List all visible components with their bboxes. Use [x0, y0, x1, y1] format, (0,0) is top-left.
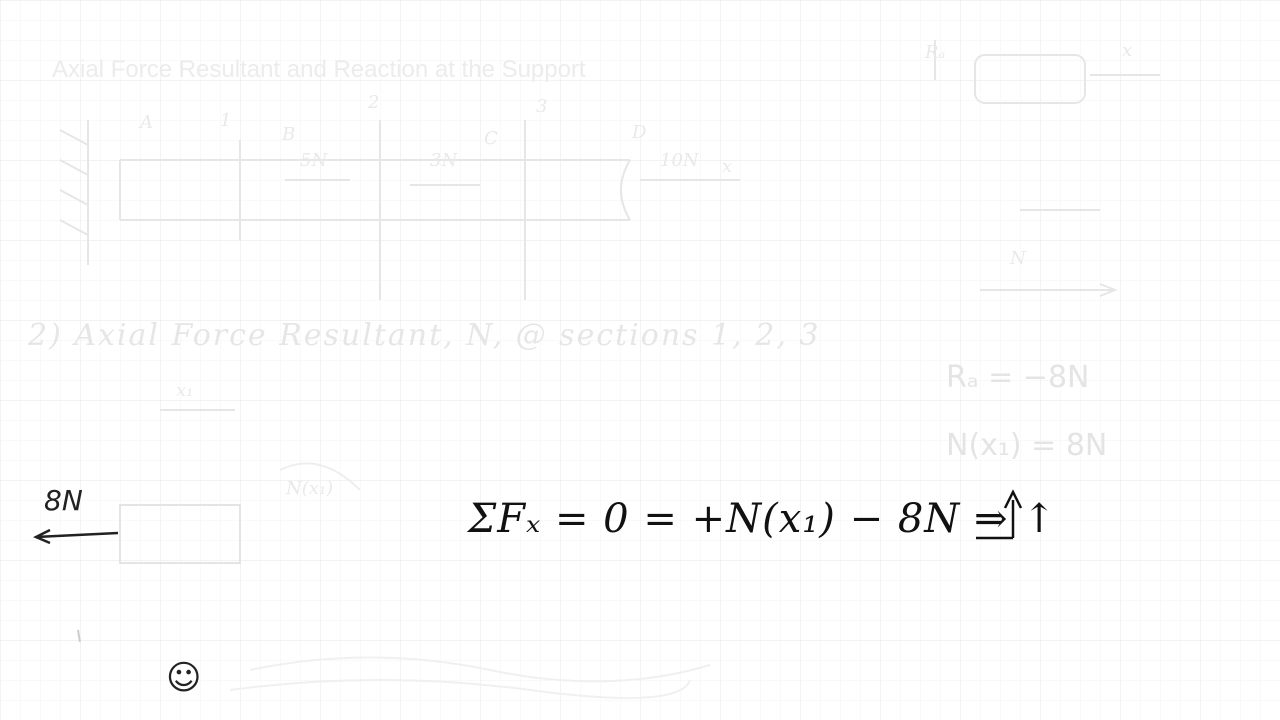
reaction-n-label: N [1010, 248, 1026, 269]
section-heading: 2) Axial Force Resultant, N, @ sections 1, 2, 3 [28, 318, 821, 353]
page-title: Axial Force Resultant and Reaction at the Support [52, 56, 586, 83]
reaction-x-label: x [1122, 40, 1133, 61]
result-internal-force: N(x₁) = 8N [946, 428, 1108, 463]
load-label-3: 10N [660, 150, 699, 171]
applied-force-label: 8N [44, 484, 83, 517]
section-label-3: 3 [536, 96, 548, 117]
point-label-a: A [140, 112, 153, 133]
point-label-d: D [632, 122, 647, 143]
smiley-icon: ☺ [166, 658, 202, 698]
load-label-1: 5N [300, 150, 328, 171]
internal-force-label: N(x₁) [286, 478, 334, 499]
equilibrium-equation: ΣFₓ = 0 = +N(x₁) − 8N ⇒ ↑ [468, 496, 1057, 542]
point-label-b: B [282, 124, 296, 145]
x1-label: x₁ [176, 380, 194, 401]
section-label-2: 2 [368, 92, 380, 113]
load-label-2: 3N [430, 150, 458, 171]
section-label-1: 1 [220, 110, 232, 131]
axis-label-x: x [722, 156, 733, 177]
result-reaction: Rₐ = −8N [946, 360, 1090, 395]
point-label-c: C [484, 128, 498, 149]
reaction-label: Rₐ [925, 42, 946, 63]
